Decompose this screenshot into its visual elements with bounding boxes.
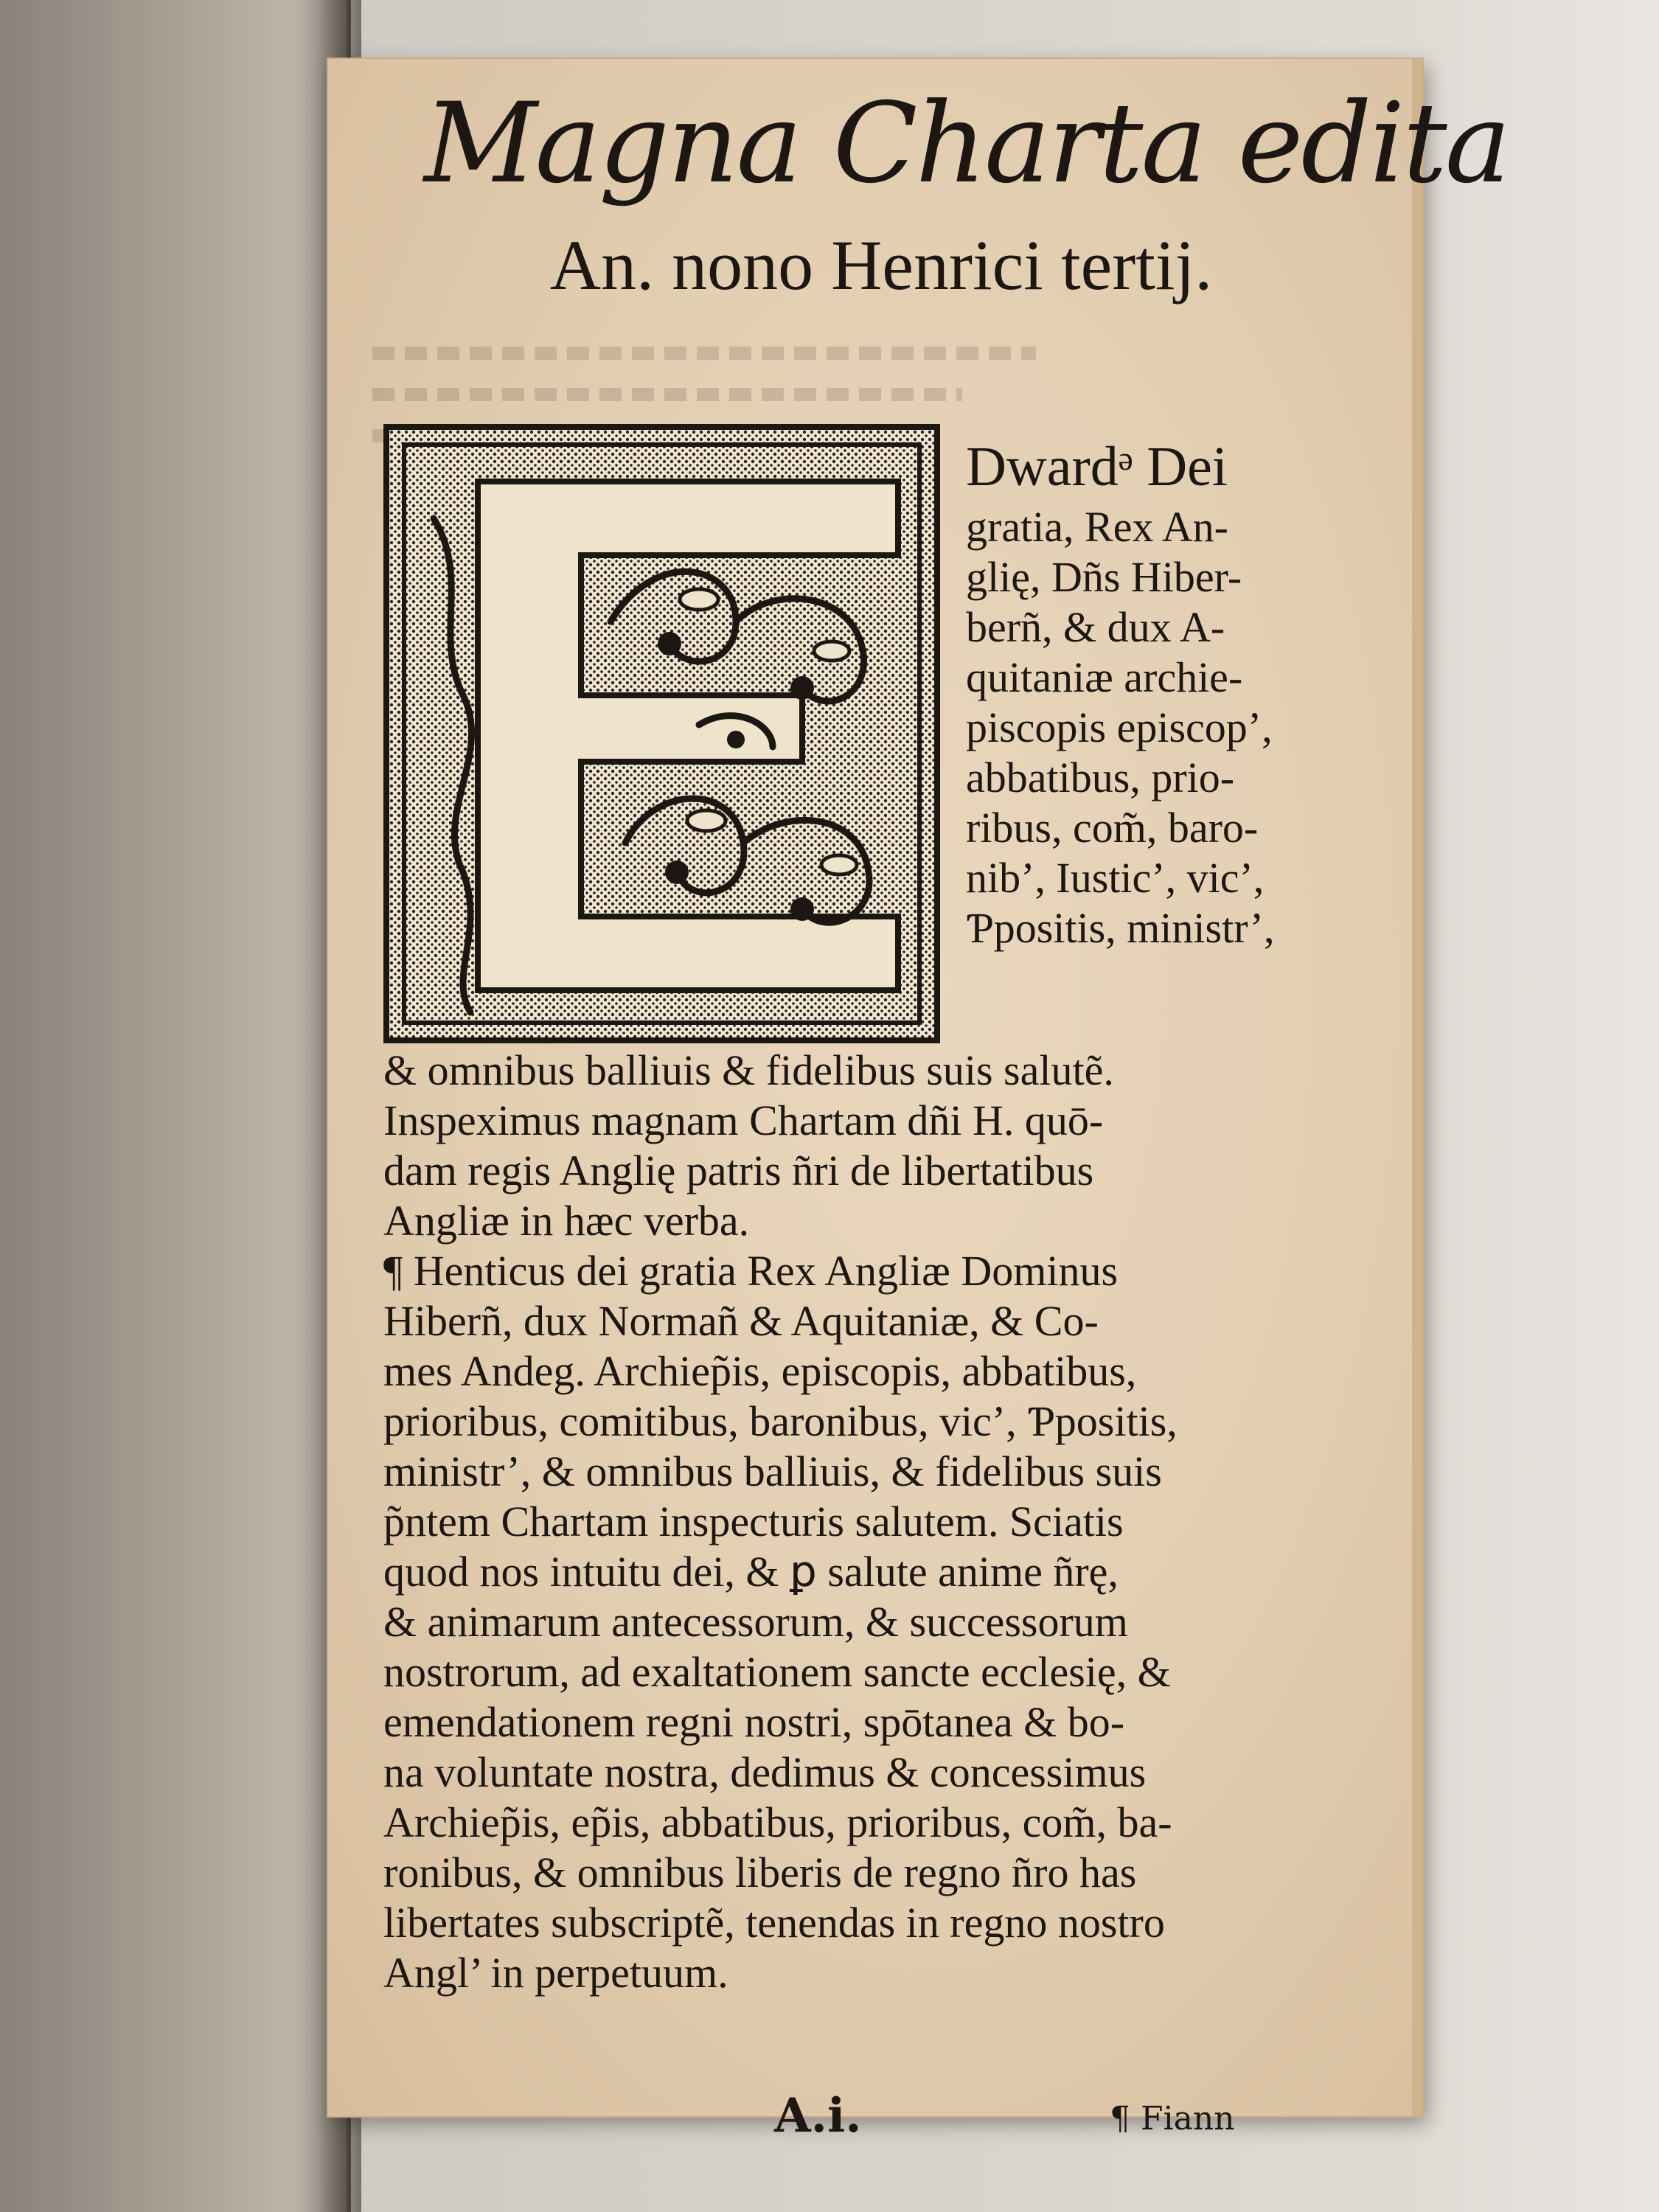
text-line: Angl’ in perpetuum. [383,1949,728,1997]
text-line: abbatibus, prio- [966,754,1235,801]
text-line: dam regis Anglię patris ñri de libertatibus [383,1147,1094,1194]
text-beside-initial [966,431,1368,953]
text-line: ministr’, & omnibus balliuis, & fidelibus suis [383,1447,1162,1495]
woodcut-initial-e-icon [389,430,934,1037]
page-subtitle: An. nono Henrici tertij. [549,226,1213,305]
text-line: Archiep̃is, ep̃is, abbatibus, prioribus, com̃, ba- [383,1798,1172,1846]
text-line: quitaniæ archie- [966,653,1243,701]
text-line: & omnibus balliuis & fidelibus suis salutẽ. [383,1046,1114,1094]
body-paragraphs [383,1046,1364,1998]
book-page [328,59,1509,2143]
text-line: berñ, & dux A- [966,603,1225,651]
text-line: ¶ Henticus dei gratia Rex Angliæ Dominus [383,1247,1119,1295]
text-line: p̃ntem Chartam inspecturis salutem. Sciatis [383,1498,1124,1545]
text-line: ribus, com̃, baro- [966,804,1259,852]
page-title: Magna Charta edita [424,80,1509,208]
text-line: Dwardᵊ Dei [966,436,1228,498]
text-line: Angliæ in hæc verba. [383,1197,750,1245]
text-line: gratia, Rex An- [966,503,1228,551]
text-line: & animarum antecessorum, & successorum [383,1598,1128,1646]
left-facing-page [0,0,351,2212]
text-line: Inspeximus magnam Chartam dñi H. quō- [383,1096,1104,1144]
signature-mark: A.i. [774,2088,862,2143]
text-line: libertates subscriptẽ, tenendas in regno nostro [383,1899,1165,1947]
text-line: piscopis episcop’, [966,703,1273,751]
text-line: quod nos intuitu dei, & ꝑ salute anime ñrę, [383,1548,1119,1596]
text-line: nostrorum, ad exaltationem sancte ecclesię, & [383,1648,1171,1696]
text-line: Hiberñ, dux Normañ & Aquitaniæ, & Co- [383,1297,1099,1345]
text-line: prioribus, comitibus, baronibus, vic’, Ƥpositis, [383,1397,1178,1445]
text-line: ronibus, & omnibus liberis de regno ñro has [383,1848,1137,1896]
text-line: mes Andeg. Archiep̃is, episcopis, abbatibus, [383,1347,1137,1395]
catchword: ¶ Fiann [1110,2100,1235,2138]
text-line: Ƥpositis, ministr’, [966,904,1275,952]
text-line: emendationem regni nostri, spōtanea & bo- [383,1698,1125,1746]
decorated-initial [383,424,940,1043]
text-line: nib’, Iustic’, vic’, [966,854,1265,902]
text-line: na voluntate nostra, dedimus & concessimus [383,1748,1147,1796]
text-line: glię, Dñs Hiber- [966,553,1242,601]
